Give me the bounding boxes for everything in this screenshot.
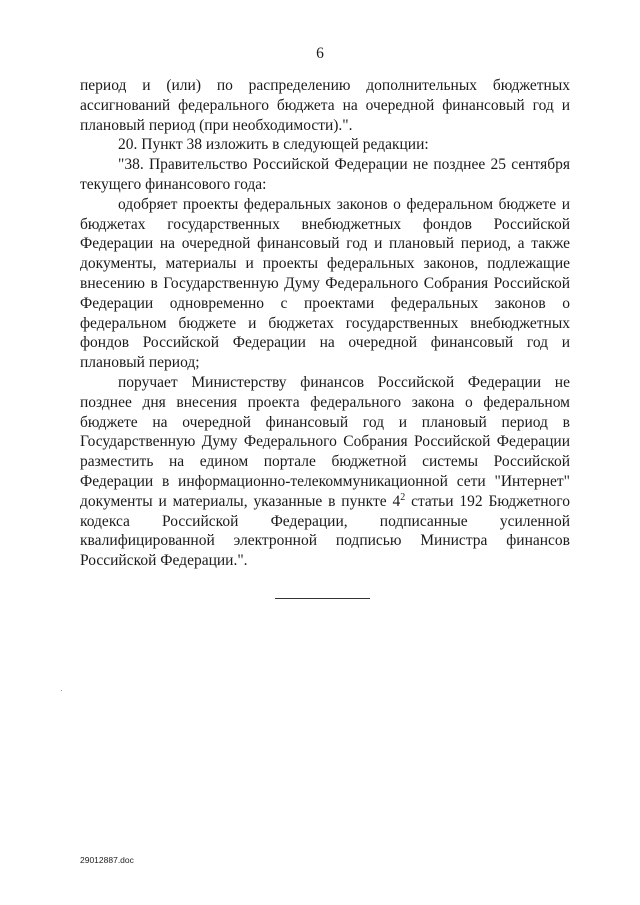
scan-speck [61,690,62,691]
superscript-index: 2 [400,491,406,503]
footer-file-name: 29012887.doc [80,855,134,865]
paragraph-approves: одобряет проекты федеральных законов о федеральном бюджете и бюджетах государственных внебюджетных фондов Российской Федерации на очередной финансовый год и плановый период, а также документы, материалы и проекты федеральных законов, подлежащие внесению в Государственную Думу Федерального Собрания Российской Федерации одновременно с проектами федеральных законов о федеральном бюджете и бюджетах государственных внебюджетных фондов Российской Федерации на очередной финансовый год и плановый период; [80,195,570,372]
paragraph-clause-38: "38. Правительство Российской Федерации не позднее 25 сентября текущего финансового года: [80,156,570,193]
paragraph-instructs-text: поручает Министерству финансов Российской Федерации не позднее дня внесения проекта федерального закона о федеральном бюджете на очередной финансовый год и плановый период в Государственную Думу Федерального Собрания Российской Федерации разместить на едином портале бюджетной системы Российской Федерации в информационно-телекоммуникационной сети "Интернет" документы и материалы, указанные в пункте 4 [80,373,570,510]
page-number: 6 [316,45,324,62]
document-body [80,76,570,571]
paragraph-instructs [80,373,570,571]
paragraph-continuation: период и (или) по распределению дополнительных бюджетных ассигнований федерального бюджета на очередной финансовый год и плановый период (при необходимости).". [80,77,570,134]
paragraph-amendment-20: 20. Пункт 38 изложить в следующей редакции: [118,136,429,154]
end-separator-line [275,598,370,599]
paragraph-instructs-text-end: статьи 192 Бюджетного кодекса Российской Федерации, подписанные усиленной квалифицированной электронной подписью Министра финансов Российской Федерации.". [80,492,570,570]
